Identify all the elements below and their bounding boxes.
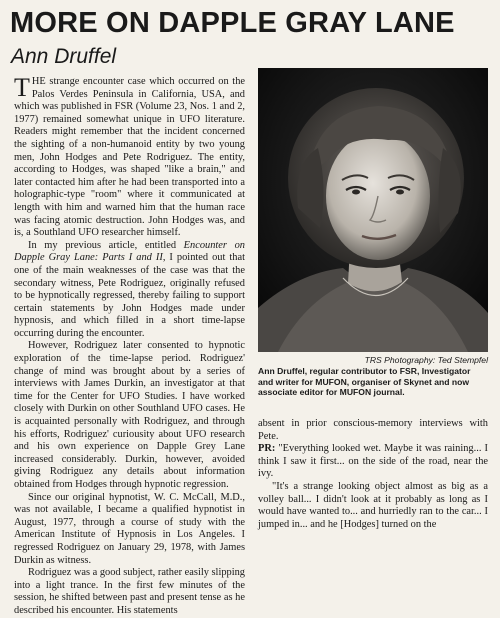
photo-credit: TRS Photography: Ted Stempfel — [364, 355, 488, 365]
drop-cap: T — [14, 73, 30, 102]
paragraph-2-text-a: In my previous article, entitled — [28, 239, 184, 251]
paragraph-2 — [14, 240, 245, 341]
right-paragraph-2-text: "Everything looked wet. Maybe it was raining... I think I saw it first... on the side of the road, near the ivy. — [258, 443, 488, 480]
paragraph-5: Rodriguez was a good subject, rather easily slipping into a light trance. In the first few minutes of the session, he shifted between past and present tense as he described his encounter. His statements — [14, 567, 245, 616]
paragraph-2-text-b: , I pointed out that one of the main weaknesses of the case was that the secondary witness, Pete Rodriguez, originally refused to be hypnotically regressed, thereby failing to support certain statements by John Hodges made under hypnosis, and which filled in a short time-lapse occurring during the encounter. — [14, 252, 245, 339]
speaker-label: PR: — [258, 443, 276, 455]
photo-caption: Ann Druffel, regular contributor to FSR, Investigator and writer for MUFON, organiser of Skynet and now associate editor for MUFON journal. — [258, 366, 471, 398]
author-byline: Ann Druffel — [11, 45, 117, 68]
article-right-column — [258, 418, 488, 530]
paragraph-3: However, Rodriguez later consented to hypnotic exploration of the time-lapse period. Rodriguez' change of mind was brought about by a series of interviews with James Durkin, an investigator at that time for the Center for UFO Studies. I have worked closely with Durkin on other Southland UFO cases. He is acquainted personally with Rodriguez, and through his efforts, Rodriguez' curiousity about UFO research and his own experience on Dapple Grey Lane increased considerably. Durkin, however, avoided giving Rodriguez any details about information obtained from Hodges through hypnotic regression. — [14, 340, 245, 490]
article-left-column — [14, 73, 245, 616]
right-paragraph-2 — [258, 443, 488, 481]
referenced-article-title: Encounter on Dapple Gray Lane: Parts I and II — [14, 239, 245, 264]
paragraph-1 — [14, 73, 245, 240]
paragraph-4: Since our original hypnotist, W. C. McCall, M.D., was not available, I became a qualified hypnotist in August, 1977, through a course of study with the American Institute of Hypnosis in Los Angeles. I regressed Rodriguez on January 29, 1978, with James Durkin as witness. — [14, 491, 245, 566]
article-headline: MORE ON DAPPLE GRAY LANE — [10, 7, 455, 39]
right-paragraph-3: "It's a strange looking object almost as big as a volley ball... I didn't look at it probably as long as I would have wanted to... and hurriedly ran to the car... I jumped in... and he [Hodges] turned on the — [258, 480, 488, 530]
paragraph-1-text: HE strange encounter case which occurred on the Palos Verdes Peninsula in California, USA, and which was published in FSR (Volume 23, Nos. 1 and 2, 1977) remained somewhat unique in UFO literature. Readers might remember that the incident concerned the sighting of a non-humanoid entity by two young men, John Hodges and Pete Rodriguez. The entity, according to Hodges, was shaped "like a brain," and later contacted him after he had been transported into a holographic-type "room" where it communicated at length with him and warned him that the human race was facing atomic destruction. John Hodges was, and is, a Southland UFO researcher himself. — [14, 76, 245, 239]
right-paragraph-1: absent in prior conscious-memory interviews with Pete. — [258, 418, 488, 442]
portrait-illustration — [258, 68, 488, 352]
author-portrait-photo — [258, 68, 488, 352]
